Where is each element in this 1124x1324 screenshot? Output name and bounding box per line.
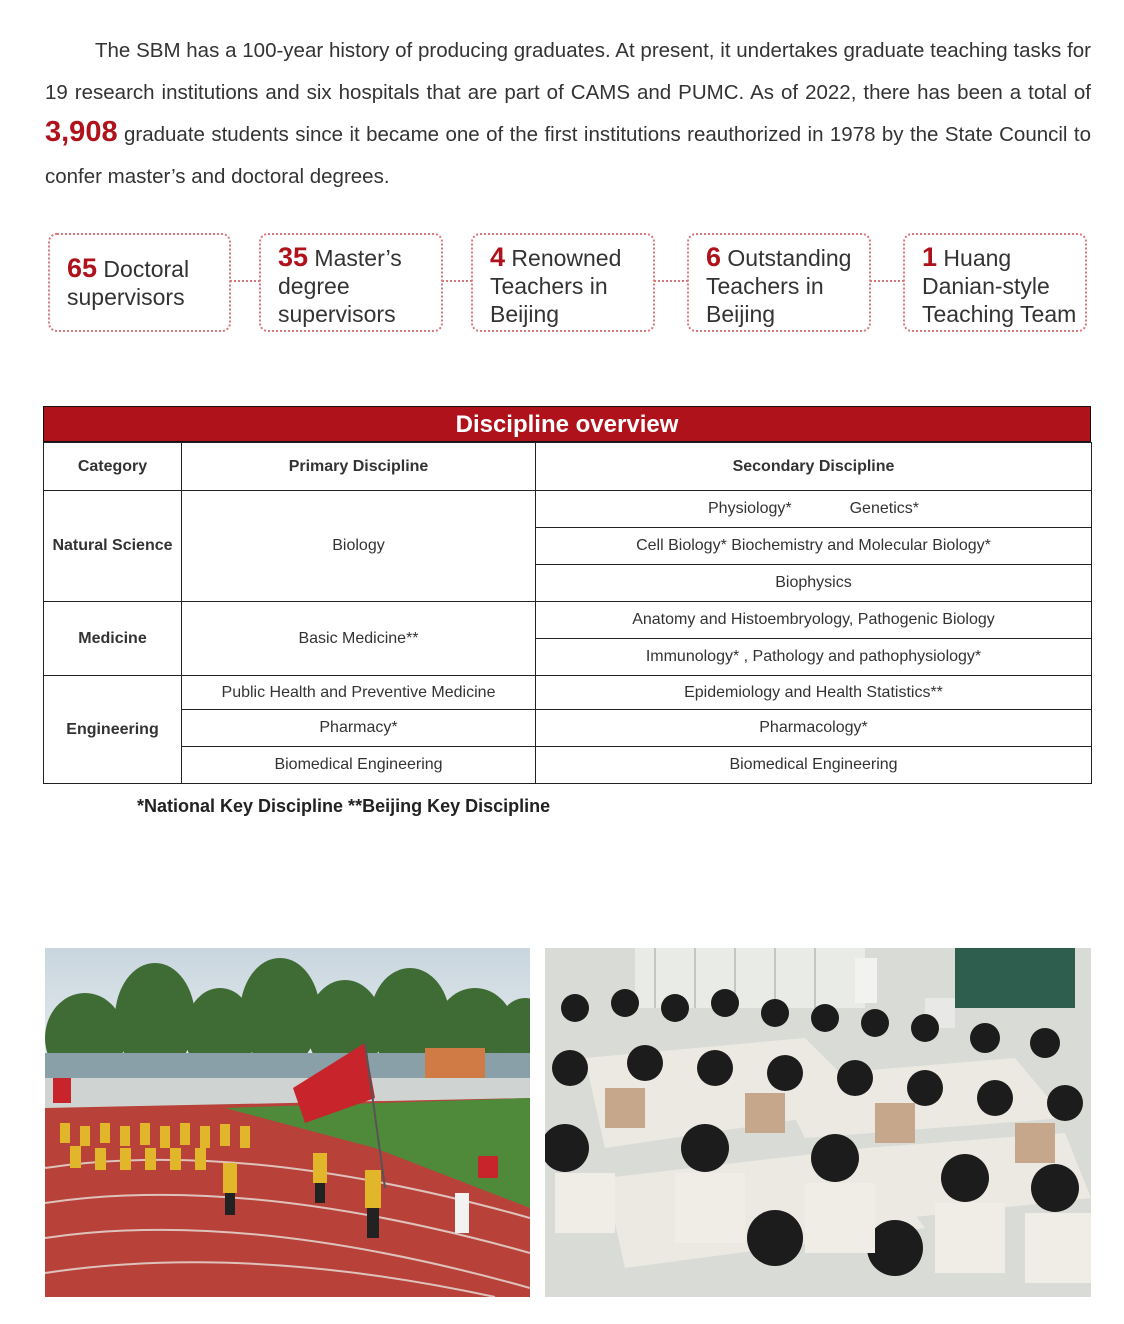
stat-label-line: Huang <box>937 245 1012 271</box>
primary-cell: Public Health and Preventive Medicine <box>182 676 536 710</box>
secondary-physiology: Physiology* <box>708 500 792 517</box>
stat-label-line: Doctoral <box>97 256 190 282</box>
primary-cell: Biomedical Engineering <box>182 747 536 784</box>
stat-number: 65 <box>67 253 98 283</box>
stat-label-line: supervisors <box>278 301 396 327</box>
header-category: Category <box>44 443 182 491</box>
secondary-cell: Immunology* , Pathology and pathophysiology* <box>536 639 1092 676</box>
secondary-cell: Biomedical Engineering <box>536 747 1092 784</box>
secondary-cell: Epidemiology and Health Statistics** <box>536 676 1092 710</box>
sports-parade-illustration <box>45 948 530 1297</box>
discipline-table <box>43 406 1091 784</box>
stat-label-line: Outstanding <box>721 245 852 271</box>
classroom-illustration <box>545 948 1091 1297</box>
secondary-cell: Pharmacology* <box>536 710 1092 747</box>
stat-outstanding-teachers <box>687 233 871 332</box>
table-legend: *National Key Discipline **Beijing Key Discipline <box>137 796 551 816</box>
graduate-total: 3,908 <box>45 116 118 148</box>
table-title: Discipline overview <box>43 406 1091 442</box>
stat-doctoral-supervisors <box>48 233 231 332</box>
secondary-cell: Anatomy and Histoembryology, Pathogenic Biology <box>536 602 1092 639</box>
stat-label-line: supervisors <box>67 284 185 310</box>
stat-label-line: Beijing <box>490 301 560 327</box>
intro-text-2: graduate students since it became one of the first institutions reauthorized in 1978 by the State Council to confer master’s and doctoral degrees. <box>45 123 1091 188</box>
dotted-connector <box>442 280 472 282</box>
secondary-cell: Biophysics <box>536 565 1092 602</box>
header-secondary: Secondary Discipline <box>536 443 1092 491</box>
stat-label-line: Danian-style <box>922 273 1050 299</box>
primary-basic-medicine: Basic Medicine** <box>182 602 536 676</box>
sports-parade-photo <box>45 948 530 1297</box>
stat-masters-supervisors <box>259 233 443 332</box>
stat-label-line: Beijing <box>706 301 776 327</box>
stats-row <box>48 233 1088 333</box>
category-natural-science: Natural Science <box>44 491 182 602</box>
category-medicine: Medicine <box>44 602 182 676</box>
dotted-connector <box>654 280 688 282</box>
stat-number: 1 <box>922 242 938 272</box>
stat-label-line: degree <box>278 273 350 299</box>
intro-paragraph <box>45 30 1091 198</box>
primary-biology: Biology <box>182 491 536 602</box>
stat-teaching-team <box>903 233 1087 332</box>
header-primary: Primary Discipline <box>182 443 536 491</box>
stat-number: 6 <box>706 242 722 272</box>
stat-number: 35 <box>278 242 309 272</box>
secondary-genetics: Genetics* <box>849 500 919 517</box>
secondary-cell: Cell Biology* Biochemistry and Molecular Biology* <box>536 528 1092 565</box>
stat-label-line: Master’s <box>308 245 402 271</box>
stat-label-line: Renowned <box>505 245 622 271</box>
stat-label-line: Teachers in <box>706 273 824 299</box>
dotted-connector <box>230 280 260 282</box>
primary-cell: Pharmacy* <box>182 710 536 747</box>
stat-number: 4 <box>490 242 506 272</box>
secondary-cell <box>536 491 1092 528</box>
stat-label-line: Teachers in <box>490 273 608 299</box>
intro-text-1: The SBM has a 100-year history of producing graduates. At present, it undertakes graduate teaching tasks for 19 research institutions and six hospitals that are part of CAMS and PUMC. As of 2022, there has been a total of <box>45 39 1091 104</box>
stat-renowned-teachers <box>471 233 655 332</box>
category-engineering: Engineering <box>44 676 182 784</box>
dotted-connector <box>870 280 904 282</box>
classroom-photo <box>545 948 1091 1297</box>
stat-label-line: Teaching Team <box>922 301 1077 327</box>
